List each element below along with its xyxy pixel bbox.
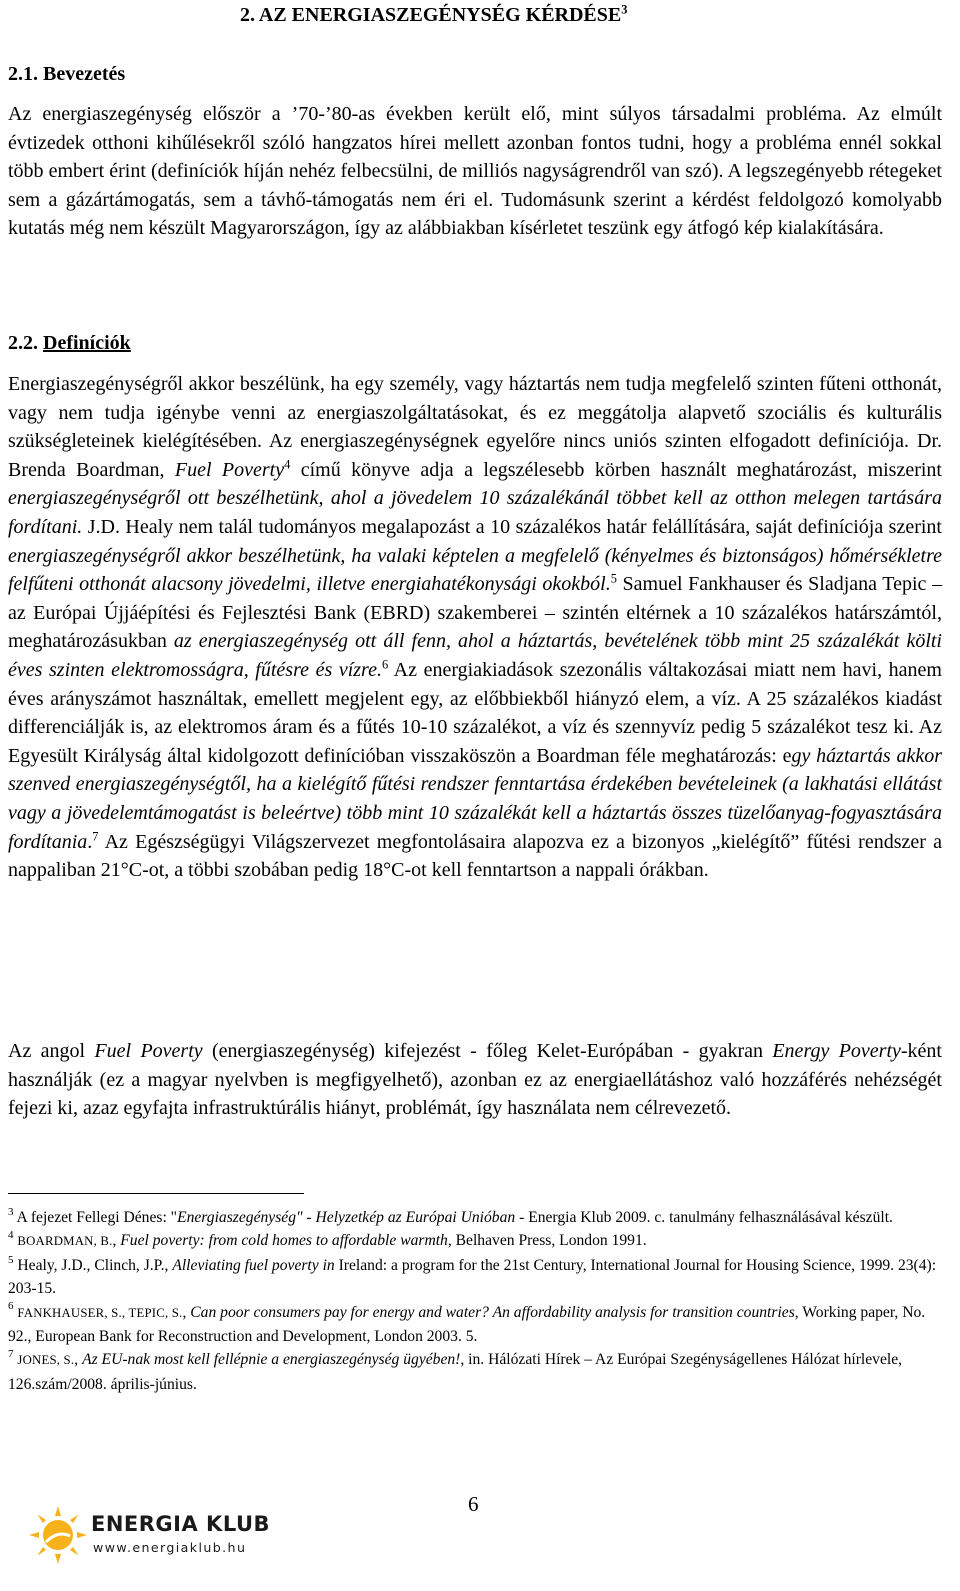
footnote-7: $^7$ JONES, S., Az EU-nak most kell fellépnie a energiaszegénység ügyében!, in. Hálózati Hírek – Az Európai Szegényságellenes Hálózat hírlevele, 126.szám/2008. április-június. <box>8 1348 903 1393</box>
logo-title: ENERGIA KLUB <box>91 1512 271 1536</box>
energia-klub-logo <box>25 1500 285 1570</box>
chapter-title: 2. AZ ENERGIASZEGÉNYSÉG KÉRDÉSE$^3$ <box>240 2 628 26</box>
footnote-ref-3[interactable]: 3 <box>621 2 628 17</box>
footnote-ref-4[interactable]: 4 <box>284 457 291 472</box>
section-title: Definíciók <box>43 332 131 354</box>
paragraph-definitions: Energiaszegénységről akkor beszélünk, ha egy személy, vagy háztartás nem tudja megfelelő szinten fűteni otthonát, vagy nem tudja igénybe venni az energiaszolgáltatásokat, és ez meggátolja alapvető szociális és kulturális szükségleteinek kielégítésében. Az energiaszegénységnek egyelőre nincs uniós szinten elfogadott definíciója. Dr. Brenda Boardman, Fuel Poverty$^4$ című könyve adja a legszélesebb körben használt meghatározást, miszerint energiaszegénységről ott beszélhetünk, ahol a jövedelem 10 százalékánál többet kell az otthon melegen tartására fordítani. J.D. Healy nem talál tudományos megalapozást a 10 százalékos határ felállítására, saját definíciója szerint energiaszegénységről akkor beszélhetünk, ha valaki képtelen a megfelelő (kényelmes és biztonságos) hőmérsékletre felfűteni otthonát alacsony jövedelmi, illetve energiahatékonysági okokból.$^5$ Samuel Fankhauser és Sladjana Tepic – az Európai Újjáépítési és Fejlesztési Bank (EBRD) szakemberei – szintén eltérnek a 10 százalékos határszámtól, meghatározásukban az energiaszegénység ott áll fenn, ahol a háztartás, bevételének több mint 25 százalékát költi éves szinten elektromosságra, fűtésre és vízre.$^6$ Az energiakiadások szezonális váltakozásai miatt nem havi, hanem éves arányszámot használtak, emellett megjelent egy, az előbbiekből hiányzó elem, a víz. A 25 százalékos kiadást differenciálják is, az elektromos áram és a fűtés 10-10 százalékot, a víz és szennyvíz pedig 5 százalékot tesz ki. Az Egyesült Királyság által kidolgozott definícióban visszaköszön a Boardman féle meghatározás: egy háztartás akkor szenved energiaszegénységtől, ha a kielégítő fűtési rendszer fenntartása érdekében bevételeinek (a lakhatási ellátást vagy a jövedelemtámogatást is beleértve) több mint 10 százalékát kell a háztartás összes tüzelőanyag-fogyasztására fordítania.$^7$ Az Egészségügyi Világszervezet megfontolásaira alapozva ez a bizonyos „kielégítő” fűtési rendszer a nappaliban 21°C-ot, a többi szobában pedig 18°C-ot kell fenntartson a nappali órákban. <box>8 373 942 882</box>
section-heading-bevezetes: 2.1. Bevezetés <box>8 63 126 85</box>
footnote-3: $^3$ A fejezet Fellegi Dénes: "Energiaszegénység" - Helyzetkép az Európai Unióban - Energia Klub 2009. c. tanulmány felhasználásával készült. <box>8 1205 893 1226</box>
logo-url[interactable]: www.energiaklub.hu <box>93 1540 247 1555</box>
footnote-4: $^4$ BOARDMAN, B., Fuel poverty: from cold homes to affordable warmth, Belhaven Press, London 1991. <box>8 1229 647 1250</box>
footnotes <box>8 1206 942 1396</box>
section-number: 2.2. <box>8 332 43 354</box>
footnote-ref-6[interactable]: 6 <box>381 657 389 672</box>
section-heading-definiciok <box>8 332 131 355</box>
footnote-divider <box>8 1193 304 1194</box>
footnote-5: $^5$ Healy, J.D., Clinch, J.P., Alleviating fuel poverty in Ireland: a program for the 21st Century, International Journal for Housing Science, 1999. 23(4): 203-15. <box>8 1253 937 1298</box>
footnote-ref-5[interactable]: 5 <box>610 571 617 586</box>
footnote-ref-7[interactable]: 7 <box>92 828 99 843</box>
paragraph-fuel-poverty: Az angol Fuel Poverty (energiaszegénység) kifejezést - főleg Kelet-Európában - gyakran Energy Poverty-ként használják (ez a magyar nyelvben is megfigyelhető), azonban ez az energiaellátáshoz való hozzáférés nehézségét fejezi ki, azaz egyfajta infrastruktúrális hiányt, problémát, így használata nem célrevezető. <box>8 1040 942 1120</box>
paragraph-intro: Az energiaszegénység először a ’70-’80-as években került elő, mint súlyos társadalmi probléma. Az elmúlt évtizedek otthoni kihűlésekről szóló hangzatos hírei mellett azonban fontos tudni, hogy a probléma ennél sokkal több embert érint (definíciók híján nehéz felbecsülni, de milliós nagyságrendről van szó). A legszegényebb rétegeket sem a gázártámogatás, sem a távhő-támogatás nem éri el. Tudomásunk szerint a kérdést feldolgozó komolyabb kutatás még nem készült Magyarországon, így az alábbiakban kísérletet teszünk egy átfogó kép kialakítására. <box>8 103 942 240</box>
sun-logo-icon <box>25 1502 91 1568</box>
footnote-6: $^6$ FANKHAUSER, S., TEPIC, S., Can poor consumers pay for energy and water? An affordability analysis for transition countries, Working paper, No. 92., European Bank for Reconstruction and Development, London 2003. 5. <box>8 1300 926 1346</box>
page-number: 6 <box>468 1492 479 1516</box>
